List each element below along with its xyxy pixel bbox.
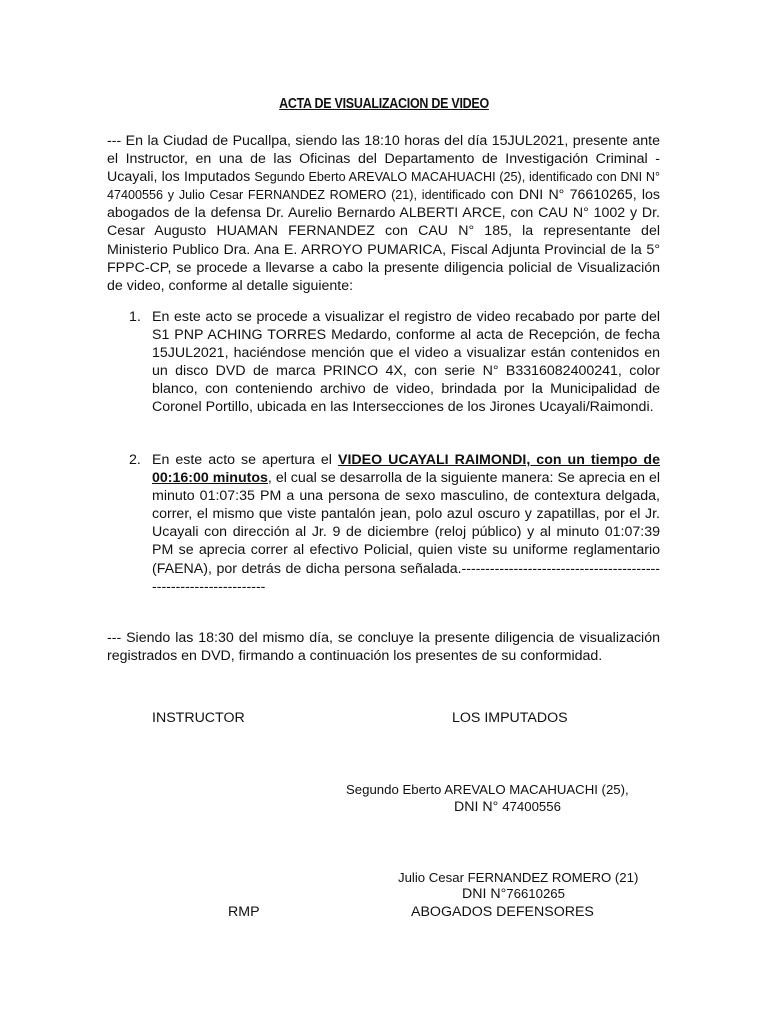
item-text-before: En este acto se apertura el xyxy=(152,452,338,468)
abogados-label: ABOGADOS DEFENSORES xyxy=(411,904,594,920)
intro-text-3: con DNI N° 76610265, los abogados de la defensa Dr. Aurelio Bernardo ALBERTI ARCE, con CAU N° 1002 y Dr. Cesar Augusto HUAMAN FERNANDEZ con CAU N° 185, la representante del Ministerio Publico Dra. Ana E. ARROYO PUMARICA, Fiscal Adjunta Provincial de la 5° FPPC-CP, se procede a llevarse a cabo la presente diligencia policial de Visualización de video, conforme al detalle siguiente: xyxy=(107,187,660,294)
imputado2-dni-prefix: DNI N° xyxy=(462,886,507,902)
item-list xyxy=(107,308,660,417)
list-item xyxy=(107,451,660,596)
video-title-highlight: VIDEO UCAYALI RAIMONDI, con un tiempo de 00:16:00 minutos xyxy=(152,452,660,487)
list-item xyxy=(107,308,660,417)
imputado1-dni xyxy=(454,799,561,815)
item-number: 1. xyxy=(129,309,141,325)
item-text: En este acto se procede a visualizar el registro de video recabado por parte del S1 PNP ACHING TORRES Medardo, conforme al acta de Recepción, de fecha 15JUL2021, haciéndose mención que el video a visualizar están contenidos en un disco DVD de marca PRINCO 4X, con serie N° B3316082400241, color blanco, con conteniendo archivo de video, brindada por la Municipalidad de Coronel Portillo, ubicada en las Intersecciones de los Jirones Ucayali/Raimondi. xyxy=(152,309,660,416)
item-number: 2. xyxy=(129,452,141,468)
imputado2-dni-number: 76610265 xyxy=(506,886,565,901)
imputado2-name: Julio Cesar FERNANDEZ ROMERO (21) xyxy=(398,870,639,885)
item-list-2 xyxy=(107,451,660,596)
rmp-label: RMP xyxy=(228,904,260,920)
imputado1-name: Segundo Eberto AREVALO MACAHUACHI (25), xyxy=(346,782,629,797)
imputados-label: LOS IMPUTADOS xyxy=(452,710,568,726)
document-title: ACTA DE VISUALIZACION DE VIDEO xyxy=(279,96,489,112)
item-text-after: , el cual se desarrolla de la siguiente manera: Se aprecia en el minuto 01:07:35 PM a una persona de sexo masculino, de contextura delgada, correr, el mismo que viste pantalón jean, polo azul oscuro y zapatillas, por el Jr. Ucayali con dirección al Jr. 9 de diciembre (reloj público) y al minuto 01:07:39 PM se aprecia correr al efectivo Policial, quien viste su uniforme reglamentario (FAENA), por detrás de dicha persona señalada.------------------------------------------------------------------ xyxy=(152,470,661,595)
imputado1-dni-number: 47400556 xyxy=(502,799,561,814)
imputado2-dni xyxy=(462,886,565,902)
imputado1-dni-prefix: DNI N° xyxy=(454,799,499,815)
intro-text-2: Segundo Eberto AREVALO MACAHUACHI (25), identificado con DNI N° 47400556 y Julio Cesar FERNANDEZ ROMERO (21), identificado xyxy=(107,170,661,203)
instructor-label: INSTRUCTOR xyxy=(152,710,245,726)
intro-paragraph xyxy=(107,132,660,295)
intro-text-1: --- En la Ciudad de Pucallpa, siendo las 18:10 horas del día 15JUL2021, presente ante el Instructor, en una de las Oficinas del Departamento de Investigación Criminal - Ucayali, los Imputados xyxy=(107,133,660,186)
closing-paragraph: --- Siendo las 18:30 del mismo día, se concluye la presente diligencia de visualización registrados en DVD, firmando a continuación los presentes de su conformidad. xyxy=(107,630,660,665)
